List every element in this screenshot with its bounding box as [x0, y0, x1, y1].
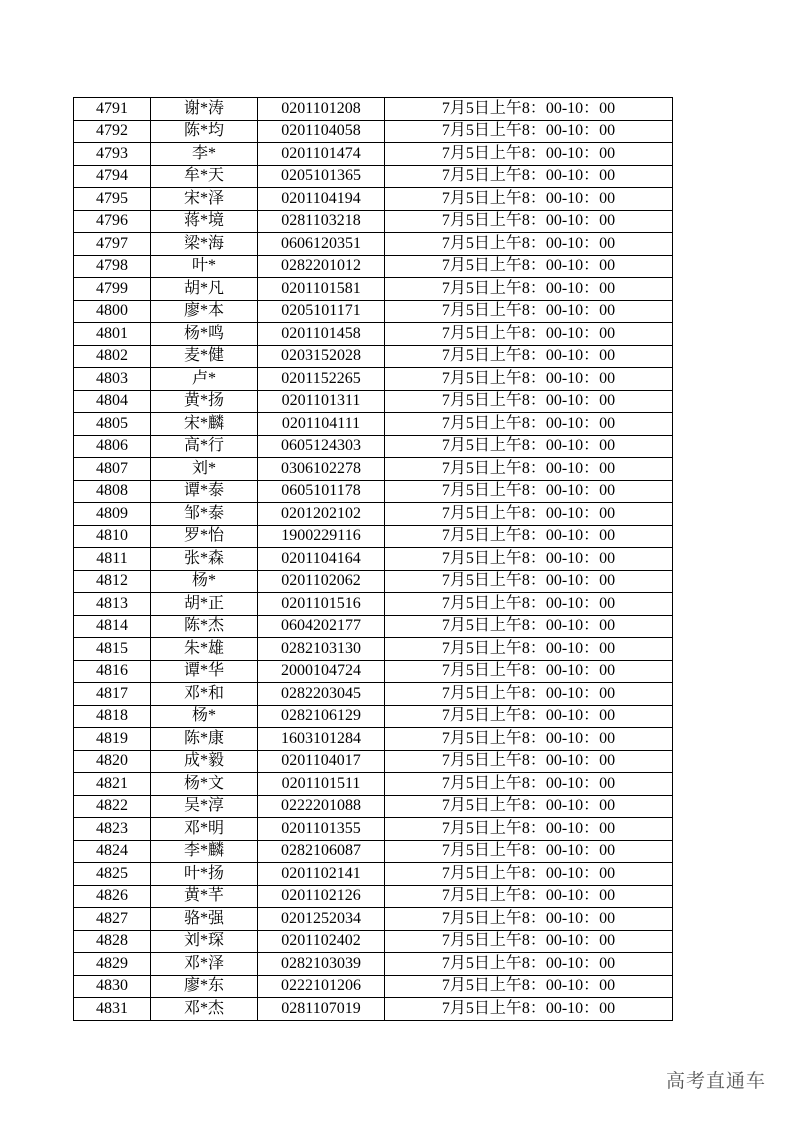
- table-row: [74, 953, 673, 976]
- candidate-name-cell: 朱*雄: [151, 638, 258, 661]
- exam-id-cell: 0201152265: [258, 368, 385, 391]
- seq-number-cell: 4793: [74, 143, 151, 166]
- exam-id-cell: 0282103039: [258, 953, 385, 976]
- candidate-name-cell: 刘*琛: [151, 930, 258, 953]
- candidate-name-cell: 牟*天: [151, 165, 258, 188]
- candidate-name-cell: 邓*明: [151, 818, 258, 841]
- exam-time-cell: 7月5日上午8：00-10：00: [385, 413, 673, 436]
- candidate-name-cell: 谢*涛: [151, 98, 258, 121]
- table-row: [74, 255, 673, 278]
- seq-number-cell: 4811: [74, 548, 151, 571]
- table-row: [74, 818, 673, 841]
- exam-time-cell: 7月5日上午8：00-10：00: [385, 525, 673, 548]
- exam-time-cell: 7月5日上午8：00-10：00: [385, 908, 673, 931]
- seq-number-cell: 4794: [74, 165, 151, 188]
- seq-number-cell: 4808: [74, 480, 151, 503]
- exam-id-cell: 0205101171: [258, 300, 385, 323]
- exam-id-cell: 0201104111: [258, 413, 385, 436]
- seq-number-cell: 4824: [74, 840, 151, 863]
- candidate-name-cell: 卢*: [151, 368, 258, 391]
- candidate-name-cell: 宋*泽: [151, 188, 258, 211]
- table-row: [74, 345, 673, 368]
- seq-number-cell: 4792: [74, 120, 151, 143]
- candidate-name-cell: 廖*本: [151, 300, 258, 323]
- exam-id-cell: 0201104017: [258, 750, 385, 773]
- exam-time-cell: 7月5日上午8：00-10：00: [385, 660, 673, 683]
- table-row: [74, 998, 673, 1021]
- table-row: [74, 863, 673, 886]
- seq-number-cell: 4799: [74, 278, 151, 301]
- seq-number-cell: 4803: [74, 368, 151, 391]
- exam-time-cell: 7月5日上午8：00-10：00: [385, 750, 673, 773]
- exam-id-cell: 0201102402: [258, 930, 385, 953]
- exam-id-cell: 0606120351: [258, 233, 385, 256]
- candidate-name-cell: 罗*怡: [151, 525, 258, 548]
- candidate-name-cell: 麦*健: [151, 345, 258, 368]
- exam-time-cell: 7月5日上午8：00-10：00: [385, 480, 673, 503]
- candidate-name-cell: 宋*麟: [151, 413, 258, 436]
- seq-number-cell: 4823: [74, 818, 151, 841]
- candidate-name-cell: 廖*东: [151, 975, 258, 998]
- candidate-name-cell: 叶*扬: [151, 863, 258, 886]
- table-row: [74, 683, 673, 706]
- seq-number-cell: 4801: [74, 323, 151, 346]
- seq-number-cell: 4821: [74, 773, 151, 796]
- table-row: [74, 795, 673, 818]
- seq-number-cell: 4814: [74, 615, 151, 638]
- table-row: [74, 458, 673, 481]
- seq-number-cell: 4828: [74, 930, 151, 953]
- table-row: [74, 413, 673, 436]
- exam-time-cell: 7月5日上午8：00-10：00: [385, 638, 673, 661]
- seq-number-cell: 4815: [74, 638, 151, 661]
- candidate-name-cell: 邓*和: [151, 683, 258, 706]
- exam-id-cell: 0281103218: [258, 210, 385, 233]
- exam-time-cell: 7月5日上午8：00-10：00: [385, 188, 673, 211]
- exam-time-cell: 7月5日上午8：00-10：00: [385, 615, 673, 638]
- seq-number-cell: 4817: [74, 683, 151, 706]
- table-row: [74, 323, 673, 346]
- candidate-name-cell: 黄*芊: [151, 885, 258, 908]
- exam-id-cell: 0203152028: [258, 345, 385, 368]
- exam-time-cell: 7月5日上午8：00-10：00: [385, 278, 673, 301]
- seq-number-cell: 4820: [74, 750, 151, 773]
- exam-id-cell: 0201102141: [258, 863, 385, 886]
- table-row: [74, 930, 673, 953]
- seq-number-cell: 4800: [74, 300, 151, 323]
- table-row: [74, 908, 673, 931]
- exam-time-cell: 7月5日上午8：00-10：00: [385, 705, 673, 728]
- candidate-name-cell: 黄*扬: [151, 390, 258, 413]
- exam-id-cell: 0201101208: [258, 98, 385, 121]
- exam-time-cell: 7月5日上午8：00-10：00: [385, 390, 673, 413]
- table-row: [74, 773, 673, 796]
- seq-number-cell: 4819: [74, 728, 151, 751]
- exam-id-cell: 0222201088: [258, 795, 385, 818]
- exam-id-cell: 2000104724: [258, 660, 385, 683]
- table-row: [74, 615, 673, 638]
- exam-time-cell: 7月5日上午8：00-10：00: [385, 998, 673, 1021]
- exam-id-cell: 0201101355: [258, 818, 385, 841]
- candidate-name-cell: 叶*: [151, 255, 258, 278]
- table-row: [74, 705, 673, 728]
- roster-body: [74, 98, 673, 1021]
- exam-time-cell: 7月5日上午8：00-10：00: [385, 885, 673, 908]
- exam-time-cell: 7月5日上午8：00-10：00: [385, 98, 673, 121]
- exam-id-cell: 0604202177: [258, 615, 385, 638]
- table-row: [74, 300, 673, 323]
- candidate-name-cell: 邓*杰: [151, 998, 258, 1021]
- exam-time-cell: 7月5日上午8：00-10：00: [385, 300, 673, 323]
- table-row: [74, 503, 673, 526]
- exam-time-cell: 7月5日上午8：00-10：00: [385, 165, 673, 188]
- candidate-name-cell: 陈*均: [151, 120, 258, 143]
- candidate-name-cell: 刘*: [151, 458, 258, 481]
- candidate-name-cell: 吴*淳: [151, 795, 258, 818]
- candidate-name-cell: 张*森: [151, 548, 258, 571]
- candidate-name-cell: 李*麟: [151, 840, 258, 863]
- table-row: [74, 210, 673, 233]
- candidate-name-cell: 杨*文: [151, 773, 258, 796]
- exam-time-cell: 7月5日上午8：00-10：00: [385, 458, 673, 481]
- table-row: [74, 188, 673, 211]
- seq-number-cell: 4816: [74, 660, 151, 683]
- exam-id-cell: 1603101284: [258, 728, 385, 751]
- exam-id-cell: 0605124303: [258, 435, 385, 458]
- candidate-name-cell: 骆*强: [151, 908, 258, 931]
- exam-time-cell: 7月5日上午8：00-10：00: [385, 840, 673, 863]
- exam-id-cell: 0201252034: [258, 908, 385, 931]
- exam-id-cell: 0281107019: [258, 998, 385, 1021]
- seq-number-cell: 4807: [74, 458, 151, 481]
- exam-time-cell: 7月5日上午8：00-10：00: [385, 210, 673, 233]
- exam-id-cell: 0201101311: [258, 390, 385, 413]
- exam-time-cell: 7月5日上午8：00-10：00: [385, 975, 673, 998]
- exam-id-cell: 0201104194: [258, 188, 385, 211]
- seq-number-cell: 4806: [74, 435, 151, 458]
- exam-id-cell: 0201102062: [258, 570, 385, 593]
- candidate-name-cell: 胡*正: [151, 593, 258, 616]
- table-row: [74, 525, 673, 548]
- table-row: [74, 593, 673, 616]
- candidate-name-cell: 谭*泰: [151, 480, 258, 503]
- exam-time-cell: 7月5日上午8：00-10：00: [385, 435, 673, 458]
- candidate-name-cell: 杨*: [151, 705, 258, 728]
- exam-time-cell: 7月5日上午8：00-10：00: [385, 728, 673, 751]
- exam-time-cell: 7月5日上午8：00-10：00: [385, 503, 673, 526]
- table-row: [74, 120, 673, 143]
- exam-id-cell: 0282203045: [258, 683, 385, 706]
- candidate-name-cell: 蒋*境: [151, 210, 258, 233]
- exam-id-cell: 0205101365: [258, 165, 385, 188]
- exam-time-cell: 7月5日上午8：00-10：00: [385, 143, 673, 166]
- exam-id-cell: 0282103130: [258, 638, 385, 661]
- exam-time-cell: 7月5日上午8：00-10：00: [385, 953, 673, 976]
- seq-number-cell: 4826: [74, 885, 151, 908]
- exam-time-cell: 7月5日上午8：00-10：00: [385, 683, 673, 706]
- table-row: [74, 435, 673, 458]
- exam-time-cell: 7月5日上午8：00-10：00: [385, 120, 673, 143]
- seq-number-cell: 4809: [74, 503, 151, 526]
- candidate-name-cell: 梁*海: [151, 233, 258, 256]
- table-row: [74, 750, 673, 773]
- seq-number-cell: 4827: [74, 908, 151, 931]
- exam-id-cell: 0201102126: [258, 885, 385, 908]
- exam-id-cell: 0306102278: [258, 458, 385, 481]
- seq-number-cell: 4805: [74, 413, 151, 436]
- exam-id-cell: 0201104164: [258, 548, 385, 571]
- seq-number-cell: 4812: [74, 570, 151, 593]
- exam-time-cell: 7月5日上午8：00-10：00: [385, 570, 673, 593]
- seq-number-cell: 4796: [74, 210, 151, 233]
- candidate-name-cell: 杨*鸣: [151, 323, 258, 346]
- exam-id-cell: 0201101474: [258, 143, 385, 166]
- exam-id-cell: 0222101206: [258, 975, 385, 998]
- seq-number-cell: 4810: [74, 525, 151, 548]
- table-row: [74, 840, 673, 863]
- exam-id-cell: 0201101516: [258, 593, 385, 616]
- watermark-text: 高考直通车: [665, 1070, 766, 1092]
- seq-number-cell: 4798: [74, 255, 151, 278]
- table-row: [74, 480, 673, 503]
- exam-id-cell: 0282106087: [258, 840, 385, 863]
- seq-number-cell: 4795: [74, 188, 151, 211]
- exam-id-cell: 0605101178: [258, 480, 385, 503]
- seq-number-cell: 4804: [74, 390, 151, 413]
- exam-id-cell: 0282201012: [258, 255, 385, 278]
- candidate-name-cell: 成*毅: [151, 750, 258, 773]
- exam-id-cell: 0201101581: [258, 278, 385, 301]
- table-row: [74, 885, 673, 908]
- table-row: [74, 98, 673, 121]
- exam-time-cell: 7月5日上午8：00-10：00: [385, 548, 673, 571]
- exam-id-cell: 1900229116: [258, 525, 385, 548]
- candidate-name-cell: 陈*康: [151, 728, 258, 751]
- seq-number-cell: 4797: [74, 233, 151, 256]
- exam-time-cell: 7月5日上午8：00-10：00: [385, 368, 673, 391]
- table-row: [74, 660, 673, 683]
- candidate-name-cell: 邓*泽: [151, 953, 258, 976]
- exam-time-cell: 7月5日上午8：00-10：00: [385, 818, 673, 841]
- candidate-name-cell: 陈*杰: [151, 615, 258, 638]
- seq-number-cell: 4825: [74, 863, 151, 886]
- candidate-name-cell: 李*: [151, 143, 258, 166]
- candidate-name-cell: 胡*凡: [151, 278, 258, 301]
- table-row: [74, 233, 673, 256]
- seq-number-cell: 4831: [74, 998, 151, 1021]
- table-row: [74, 728, 673, 751]
- table-row: [74, 638, 673, 661]
- exam-time-cell: 7月5日上午8：00-10：00: [385, 345, 673, 368]
- table-row: [74, 975, 673, 998]
- seq-number-cell: 4802: [74, 345, 151, 368]
- candidate-name-cell: 邹*泰: [151, 503, 258, 526]
- table-row: [74, 570, 673, 593]
- exam-time-cell: 7月5日上午8：00-10：00: [385, 233, 673, 256]
- roster-table: [73, 97, 673, 1021]
- candidate-name-cell: 杨*: [151, 570, 258, 593]
- table-row: [74, 548, 673, 571]
- seq-number-cell: 4818: [74, 705, 151, 728]
- exam-time-cell: 7月5日上午8：00-10：00: [385, 863, 673, 886]
- seq-number-cell: 4830: [74, 975, 151, 998]
- table-row: [74, 278, 673, 301]
- seq-number-cell: 4813: [74, 593, 151, 616]
- seq-number-cell: 4829: [74, 953, 151, 976]
- candidate-name-cell: 谭*华: [151, 660, 258, 683]
- exam-id-cell: 0201101458: [258, 323, 385, 346]
- seq-number-cell: 4791: [74, 98, 151, 121]
- exam-id-cell: 0201104058: [258, 120, 385, 143]
- exam-time-cell: 7月5日上午8：00-10：00: [385, 593, 673, 616]
- exam-time-cell: 7月5日上午8：00-10：00: [385, 323, 673, 346]
- exam-time-cell: 7月5日上午8：00-10：00: [385, 795, 673, 818]
- candidate-name-cell: 高*行: [151, 435, 258, 458]
- exam-time-cell: 7月5日上午8：00-10：00: [385, 255, 673, 278]
- exam-time-cell: 7月5日上午8：00-10：00: [385, 930, 673, 953]
- exam-id-cell: 0201202102: [258, 503, 385, 526]
- table-row: [74, 390, 673, 413]
- table-row: [74, 143, 673, 166]
- table-row: [74, 165, 673, 188]
- exam-time-cell: 7月5日上午8：00-10：00: [385, 773, 673, 796]
- seq-number-cell: 4822: [74, 795, 151, 818]
- exam-id-cell: 0282106129: [258, 705, 385, 728]
- table-row: [74, 368, 673, 391]
- exam-id-cell: 0201101511: [258, 773, 385, 796]
